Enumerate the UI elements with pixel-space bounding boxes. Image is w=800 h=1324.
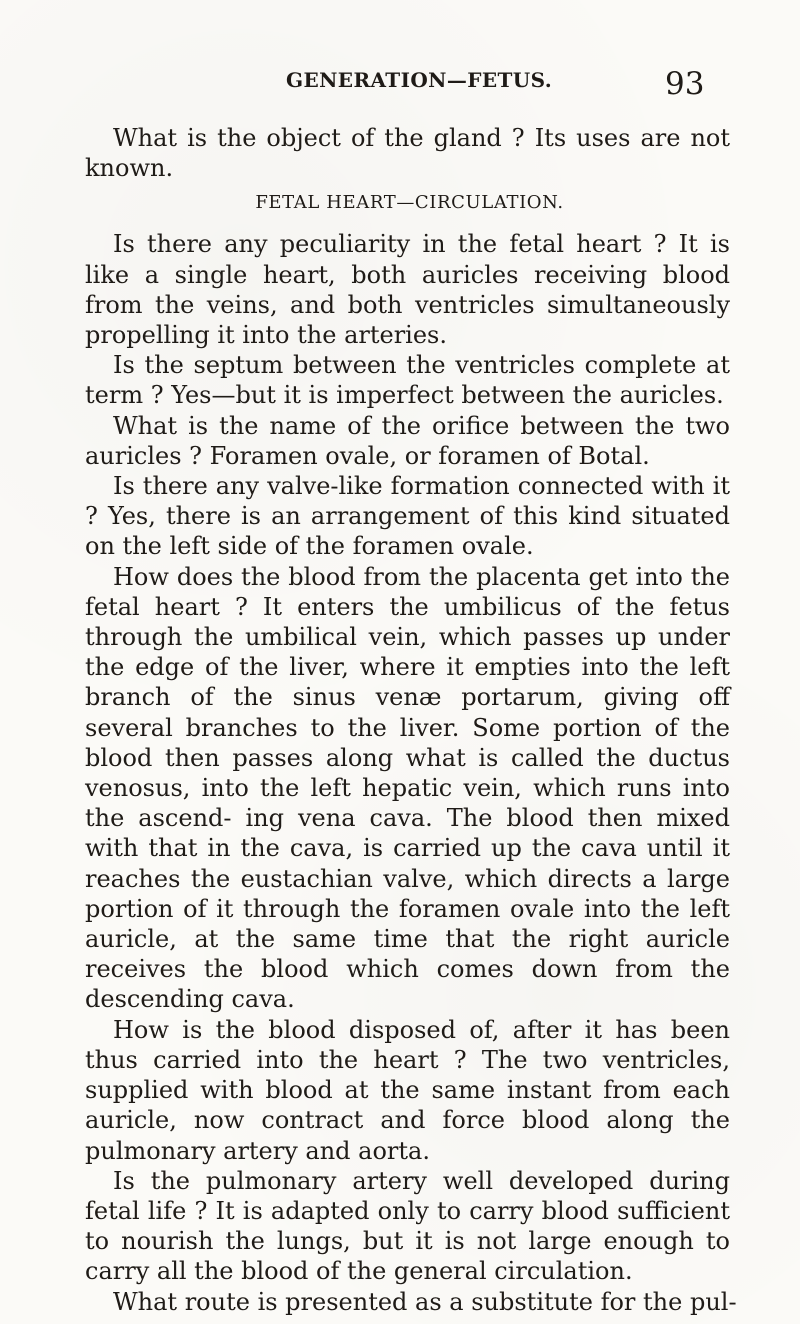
paragraph-placental-blood-route: How does the blood from the placenta get into the fetal heart ? It enters the umbilicus of the fetus through the umbilical vein, which passes up under the edge of the liver, where it empties into the left branch of the sinus venæ portarum, giving off several branches to the liver. Some portion of the blood then passes along what is called the ductus venosus, into the left hepatic vein, which runs into the ascend- ing vena cava. The blood then mixed with that in the cava, is carried up the cava until it reaches the eustachian valve, which directs a large portion of it through the foramen ovale into the left auricle, at the same time that the right auricle receives the blood which comes down from the descending cava.: [85, 562, 730, 1014]
paragraph-septum: Is the septum between the ventricles complete at term ? Yes—but it is imperfect between the auricles.: [85, 351, 730, 410]
paragraph-blood-disposal: How is the blood disposed of, after it has been thus carried into the heart ? The two ventricles, supplied with blood at the same instant from each auricle, now contract and force blood along the pulmonary artery and aorta.: [85, 1015, 730, 1165]
intro-paragraph: What is the object of the gland ? Its uses are not known.: [85, 124, 730, 183]
running-header: [0, 68, 800, 100]
page-number: 93: [665, 66, 705, 102]
page-content: [85, 123, 737, 1317]
paragraph-fetal-heart-peculiarity: Is there any peculiarity in the fetal heart ? It is like a single heart, both auricles receiving blood from the veins, and both ventricles simultaneously propelling it into the arteries.: [85, 230, 730, 350]
section-heading: FETAL HEART—CIRCULATION.: [255, 192, 564, 214]
paragraph-pulmonary-artery: Is the pulmonary artery well developed during fetal life ? It is adapted only to carry blood sufficient to nourish the lungs, but it is not large enough to carry all the blood of the general circulation.: [85, 1166, 730, 1286]
running-title: GENERATION—FETUS.: [286, 68, 553, 92]
paragraph-substitute-route: What route is presented as a substitute for the pul-: [113, 1287, 737, 1316]
paragraph-foramen-name: What is the name of the orifice between the two auricles ? Foramen ovale, or foramen of Botal.: [85, 411, 730, 470]
paragraph-valve-like-formation: Is there any valve-like formation connected with it ? Yes, there is an arrangement of this kind situated on the left side of the foramen ovale.: [85, 472, 730, 561]
